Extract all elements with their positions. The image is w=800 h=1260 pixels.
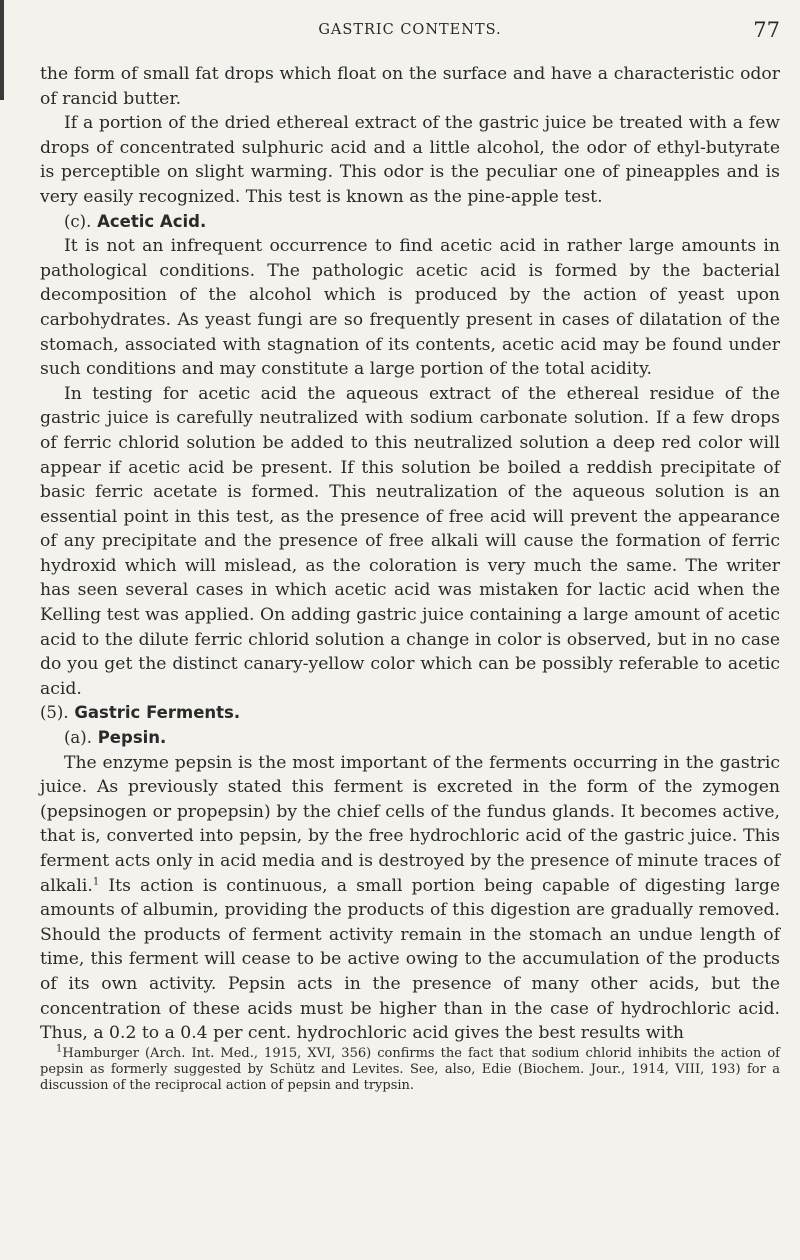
book-page [40, 16, 780, 1094]
paragraph-pepsin-text-b: Its action is continuous, a small portion being capable of digesting large amounts of albumin, providing the products of this digestion are gradually removed. Should the products of ferment activity remain in the stomach an undue length of time, this ferment will cease to be active owing to the accumulation of the products of its own activity. Pepsin acts in the presence of many other acids, but the concentration of these acids must be higher than in the case of hydrochloric acid. Thus, a 0.2 to a 0.4 per cent. hydrochloric acid gives the best results with [40, 875, 780, 1044]
heading-marker: (a). [64, 728, 92, 748]
footnote [40, 1043, 780, 1094]
paragraph-acetic-occurrence: It is not an infrequent occurrence to find acetic acid in rather large amounts in pathological conditions. The pathologic acetic acid is formed by the bacterial decomposition of the alcohol which is produced by the action of yeast upon carbohydrates. As yeast fungi are so frequently present in cases of dilatation of the stomach, associated with stagnation of its contents, acetic acid may be found under such conditions and may constitute a large portion of the total acidity. [40, 236, 780, 380]
heading-text: Pepsin. [97, 728, 167, 748]
page-number: 77 [753, 18, 780, 42]
page-body [40, 62, 780, 1094]
heading-text: Acetic Acid. [97, 211, 207, 231]
heading-text: Gastric Ferments. [74, 703, 241, 723]
footnote-mark: 1 [56, 1043, 63, 1055]
paragraph-acetic-testing: In testing for acetic acid the aqueous extract of the ethereal residue of the gastric juice is carefully neutralized with sodium carbonate solution. If a few drops of ferric chlorid solution be added to this neutralized solution a deep red color will appear if acetic acid be present. If this solution be boiled a reddish precipitate of basic ferric acetate is formed. This neutralization of the aqueous solution is an essential point in this test, as the presence of free acid will prevent the appearance of any precipitate and the presence of free alkali will cause the formation of ferric hydroxid which will mislead, as the coloration is very much the same. The writer has seen several cases in which acetic acid was mistaken for lactic acid when the Kelling test was applied. On adding gastric juice containing a large amount of acetic acid to the dilute ferric chlorid solution a change in color is observed, but in no case do you get the distinct canary-yellow color which can be possibly referable to acetic acid. [40, 383, 780, 699]
paragraph-pineapple-test: If a portion of the dried ethereal extract of the gastric juice be treated with a few drops of concentrated sulphuric acid and a little alcohol, the odor of ethyl-butyrate is perceptible on slight warming. This odor is the peculiar one of pineapples and is very easily recognized. This test is known as the pine-apple test. [40, 113, 780, 207]
heading-acetic-acid [40, 210, 780, 235]
paragraph-fat-drops: the form of small fat drops which float on the surface and have a characteristic odor of rancid butter. [40, 64, 780, 109]
footnote-reference: 1 [92, 875, 100, 887]
heading-marker: (5). [40, 703, 69, 723]
running-head: GASTRIC CONTENTS. [318, 22, 502, 38]
paragraph-pepsin-text-a: The enzyme pepsin is the most important of the ferments occurring in the gastric juice. As previously stated this ferment is excreted in the form of the zymogen (pepsinogen or propepsin) by the chief cells of the fundus glands. It becomes active, that is, converted into pepsin, by the free hydrochloric acid of the gastric juice. This ferment acts only in acid media and is destroyed by the presence of minute traces of alkali. [40, 752, 780, 896]
heading-marker: (c). [64, 211, 92, 231]
heading-gastric-ferments [40, 701, 780, 726]
paragraph-pepsin [40, 751, 780, 1046]
heading-pepsin [40, 726, 780, 751]
page-header [40, 16, 780, 48]
footnote-text: Hamburger (Arch. Int. Med., 1915, XVI, 356) confirms the fact that sodium chlorid inhibits the action of pepsin as formerly suggested by Schütz and Levites. See, also, Edie (Biochem. Jour., 1914, VIII, 193) for a discussion of the reciprocal action of pepsin and trypsin. [40, 1045, 780, 1093]
page-edge-shadow [0, 0, 4, 100]
